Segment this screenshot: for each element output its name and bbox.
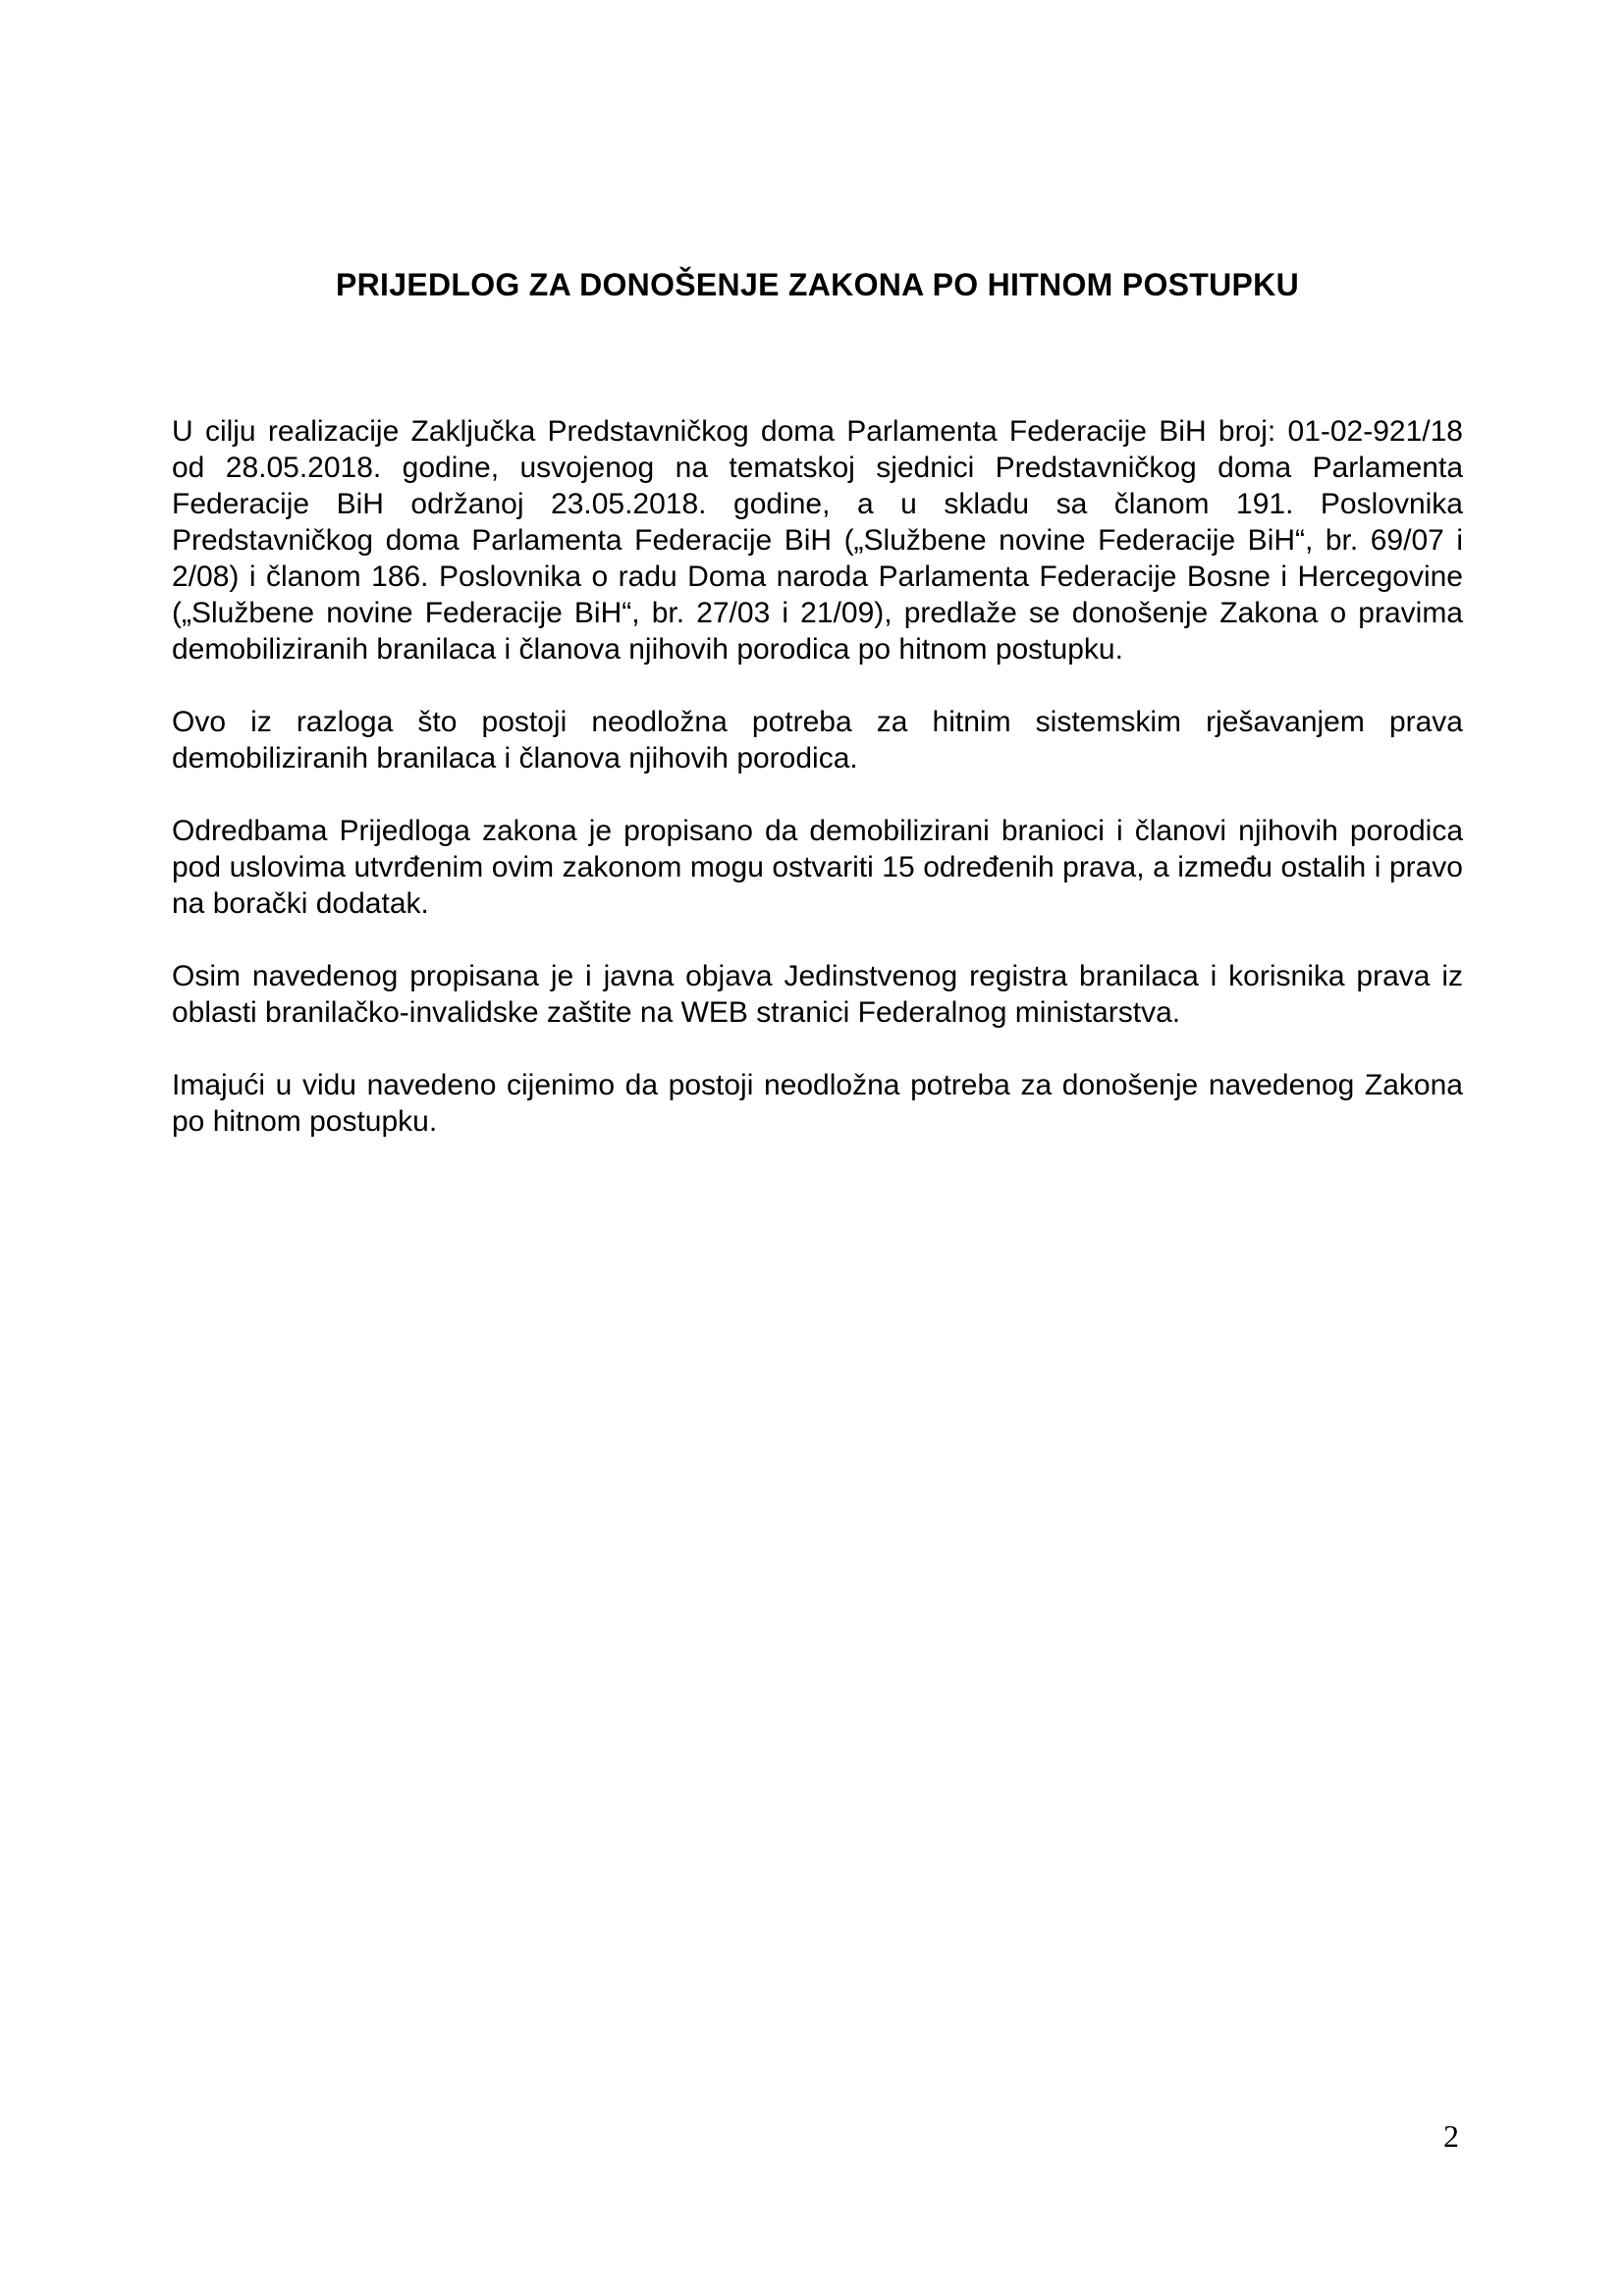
page-number: 2: [1443, 2118, 1459, 2154]
paragraph-4: Osim navedenog propisana je i javna objava Jedinstvenog registra branilaca i korisnika prava iz oblasti branilačko-invalidske zaštite na WEB stranici Federalnog ministarstva.: [172, 960, 1463, 1029]
paragraph-3: Odredbama Prijedloga zakona je propisano da demobilizirani branioci i članovi njihovih porodica pod uslovima utvrđenim ovim zakonom mogu ostvariti 15 određenih prava, a između ostalih i pravo na borački dodatak.: [172, 815, 1463, 920]
paragraph-5: Imajući u vidu navedeno cijenimo da postoji neodložna potreba za donošenje navedenog Zakona po hitnom postupku.: [172, 1069, 1463, 1138]
paragraph-1: U cilju realizacije Zaključka Predstavničkog doma Parlamenta Federacije BiH broj: 01-02-921/18 od 28.05.2018. godine, usvojenog na tematskoj sjednici Predstavničkog doma Parlamenta Federacije BiH održanoj 23.05.2018. godine, a u skladu sa članom 191. Poslovnika Predstavničkog doma Parlamenta Federacije BiH („Službene novine Federacije BiH“, br. 69/07 i 2/08) i članom 186. Poslovnika o radu Doma naroda Parlamenta Federacije Bosne i Hercegovine („Službene novine Federacije BiH“, br. 27/03 i 21/09), predlaže se donošenje Zakona o pravima demobiliziranih branilaca i članova njihovih porodica po hitnom postupku.: [172, 415, 1463, 666]
document-title: PRIJEDLOG ZA DONOŠENJE ZAKONA PO HITNOM POSTUPKU: [336, 267, 1299, 302]
document-body: [172, 267, 1463, 1176]
paragraph-2: Ovo iz razloga što postoji neodložna potreba za hitnim sistemskim rješavanjem prava demobiliziranih branilaca i članova njihovih porodica.: [172, 706, 1463, 774]
